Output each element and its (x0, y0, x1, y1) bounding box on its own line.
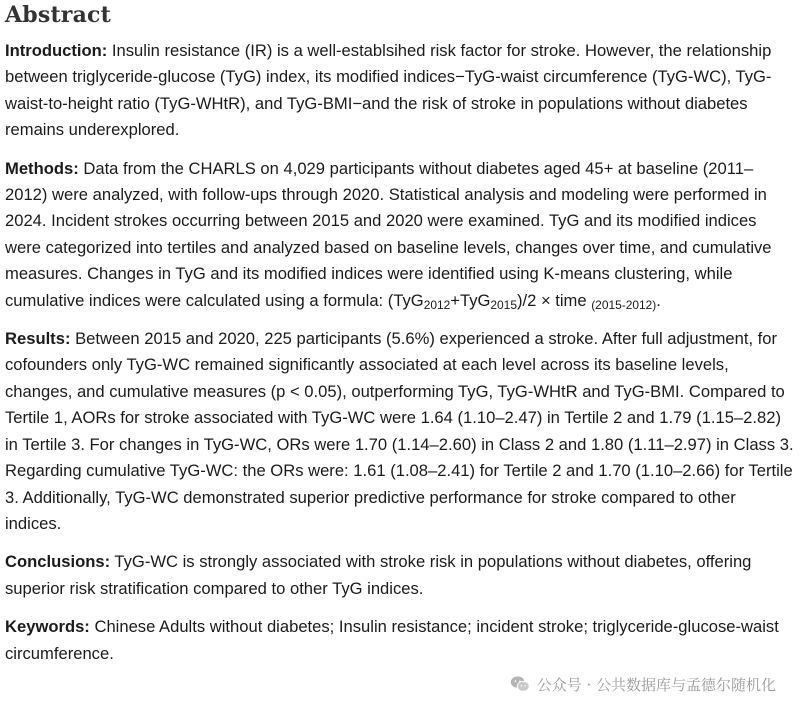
results-section (5, 326, 795, 537)
conclusions-text: TyG-WC is strongly associated with stroke risk in populations without diabetes, offering superior risk stratification compared to other TyG indices. (5, 552, 752, 598)
abstract-page (5, 0, 795, 679)
methods-text: Data from the CHARLS on 4,029 participants without diabetes aged 45+ at baseline (2011–2012) were analyzed, with follow-ups through 2020. Statistical analysis and modeling were performed in 2024. Incident strokes occurring between 2015 and 2020 were examined. TyG and its modified indices were categorized into tertiles and analyzed based on baseline levels, changes over time, and cumulative measures. Changes in TyG and its modified indices were identified using K-means clustering, while cumulative indices were calculated using a formula: (TyG (5, 158, 772, 310)
methods-formula-tail: )/2 × time (516, 290, 592, 310)
introduction-label: Introduction: (5, 41, 108, 60)
methods-subscript-2015: 2015 (490, 297, 517, 312)
methods-subscript-2012: 2012 (423, 297, 451, 312)
wechat-icon (509, 673, 531, 695)
keywords-text: Chinese Adults without diabetes; Insulin resistance; incident stroke; triglyceride-glucose-waist circumference. (5, 617, 779, 663)
results-text: Between 2015 and 2020, 225 participants (5.6%) experienced a stroke. After full adjustment, for cofounders only TyG-WC remained significantly associated at each level across its baseline levels, changes, and cumulative measures (p < 0.05), outperforming TyG, TyG-WHtR and TyG-BMI. Compared to Tertile 1, AORs for stroke associated with TyG-WC were 1.64 (1.10–2.47) in Tertile 2 and 1.79 (1.15–2.82) in Tertile 3. For changes in TyG-WC, ORs were 1.70 (1.14–2.60) in Class 2 and 1.80 (1.11–2.97) in Class 3. Regarding cumulative TyG-WC: the ORs were: 1.61 (1.08–2.41) for Tertile 2 and 1.70 (1.10–2.66) for Tertile 3. Additionally, TyG-WC demonstrated superior predictive performance for stroke compared to other indices. (5, 329, 794, 533)
results-label: Results: (5, 329, 71, 349)
introduction-text: Insulin resistance (IR) is a well-establsihed risk factor for stroke. However, the relationship between triglyceride-glucose (TyG) index, its modified indices−TyG-waist circumference (TyG-WC), TyG-waist-to-height ratio (TyG-WHtR), and TyG-BMI−and the risk of stroke in populations without diabetes remains underexplored. (5, 41, 772, 140)
watermark (509, 672, 776, 696)
watermark-text: 公众号 · 公共数据库与孟德尔随机化 (536, 675, 776, 694)
keywords-label: Keywords: (5, 617, 90, 637)
methods-end: . (656, 290, 661, 310)
methods-section (5, 156, 795, 314)
methods-label: Methods: (5, 158, 79, 178)
keywords-section (5, 614, 795, 667)
abstract-title: Abstract (5, 2, 112, 28)
introduction-section (5, 38, 795, 144)
conclusions-section (5, 549, 795, 602)
methods-subscript-range: (2015-2012) (591, 297, 657, 312)
conclusions-label: Conclusions: (5, 552, 111, 572)
methods-formula-mid: +TyG (450, 290, 491, 310)
